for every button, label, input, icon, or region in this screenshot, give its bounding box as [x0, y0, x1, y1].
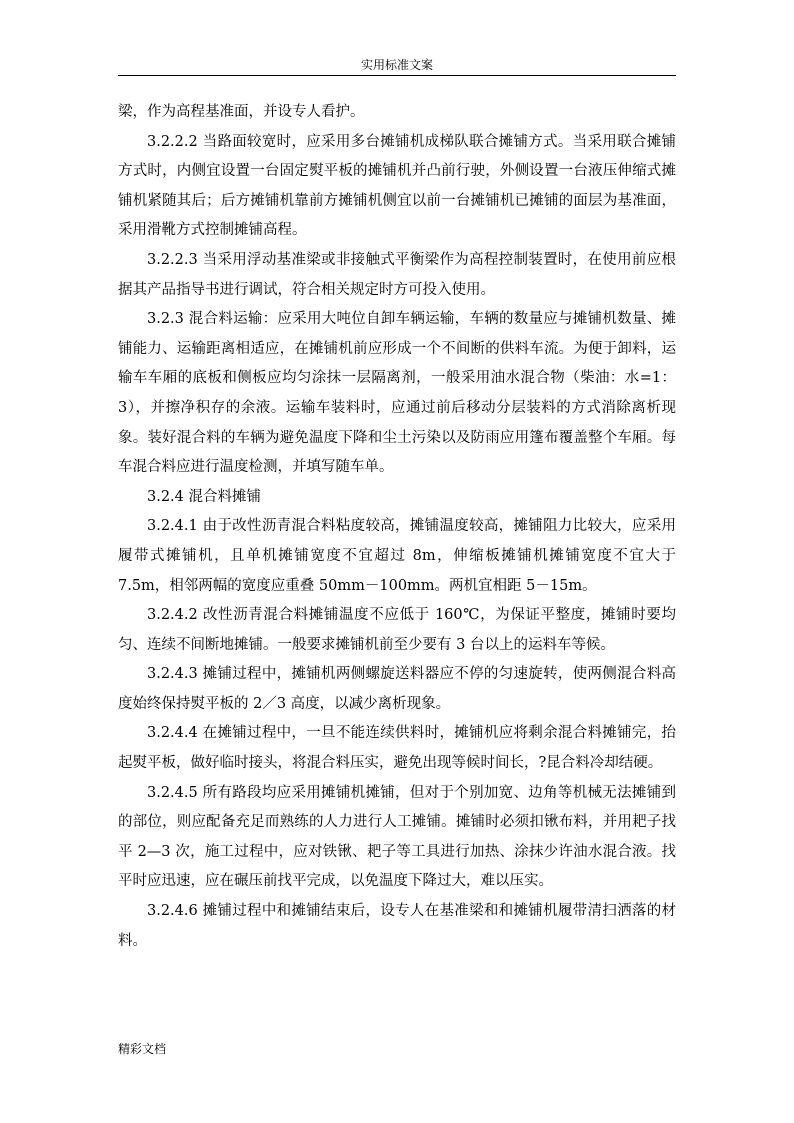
paragraph-3-2-4-5: 3.2.4.5 所有路段均应采用摊铺机摊铺，但对于个别加宽、边角等机械无法摊铺到的部位，则应配备充足而熟练的人力进行人工摊铺。摊铺时必须扣锹布料，并用耙子找平 2—3 次，施工过程中，应对铁锹、耙子等工具进行加热、涂抹少许油水混合液。找平时应迅速，应在碾压前找平完成，以免温度下降过大，难以压实。: [118, 784, 676, 890]
header-divider: [118, 75, 676, 76]
paragraph-3-2-2-3: 3.2.2.3 当采用浮动基准梁或非接触式平衡梁作为高程控制装置时，在使用前应根据其产品指导书进行调试，符合相关规定时方可投入使用。: [118, 251, 676, 298]
paragraph-3-2-4-6: 3.2.4.6 摊铺过程中和摊铺结束后，设专人在基准梁和和摊铺机履带清扫洒落的材料。: [118, 903, 676, 949]
paragraph-continuation: 梁，作为高程基准面，并设专人看护。: [118, 104, 365, 120]
page-header: 实用标准文案: [360, 58, 433, 72]
paragraph-3-2-2-2: 3.2.2.2 当路面较宽时，应采用多台摊铺机成梯队联合摊铺方式。当采用联合摊铺方式时，内侧宜设置一台固定熨平板的摊铺机并凸前行驶，外侧设置一台液压伸缩式摊铺机紧随其后；后方摊铺机靠前方摊铺机侧宜以前一台摊铺机已摊铺的面层为基准面，采用滑靴方式控制摊铺高程。: [118, 133, 676, 239]
section-heading-3-2-4: 3.2.4 混合料摊铺: [147, 488, 262, 505]
document-body: [118, 98, 676, 956]
paragraph-3-2-4-3: 3.2.4.3 摊铺过程中，摊铺机两侧螺旋送料器应不停的匀速旋转，使两侧混合料高度始终保持熨平板的 2／3 高度，以减少离析现象。: [118, 666, 676, 712]
paragraph-3-2-4-4: 3.2.4.4 在摊铺过程中，一旦不能连续供料时，摊铺机应将剩余混合料摊铺完，抬起熨平板，做好临时接头，将混合料压实，避免出现等候时间长，?昆合料冷却结硬。: [118, 725, 676, 772]
paragraph-3-2-3: 3.2.3 混合料运输：应采用大吨位自卸车辆运输，车辆的数量应与摊铺机数量、摊铺能力、运输距离相适应，在摊铺机前应形成一个不间断的供料车流。为便于卸料，运输车车厢的底板和侧板应均匀涂抹一层隔离剂，一般采用油水混合物（柴油：水=1：3），并擦净积存的余液。运输车装料时，应通过前后移动分层装料的方式消除离析现象。装好混合料的车辆为避免温度下降和尘土污染以及防雨应用篷布覆盖整个车厢。每车混合料应进行温度检测，并填写随车单。: [118, 311, 676, 476]
paragraph-3-2-4-2: 3.2.4.2 改性沥青混合料摊铺温度不应低于 160℃，为保证平整度，摊铺时要均匀、连续不间断地摊铺。一般要求摊铺机前至少要有 3 台以上的运料车等候。: [118, 607, 676, 653]
page-footer: 精彩文档: [118, 1042, 167, 1056]
paragraph-3-2-4-1: 3.2.4.1 由于改性沥青混合料粘度较高，摊铺温度较高，摊铺阻力比较大，应采用履带式摊铺机，且单机摊铺宽度不宜超过 8m，伸缩板摊铺机摊铺宽度不宜大于 7.5m，相邻两幅的宽度应重叠 50mm－100mm。两机宜相距 5－15m。: [118, 518, 676, 594]
